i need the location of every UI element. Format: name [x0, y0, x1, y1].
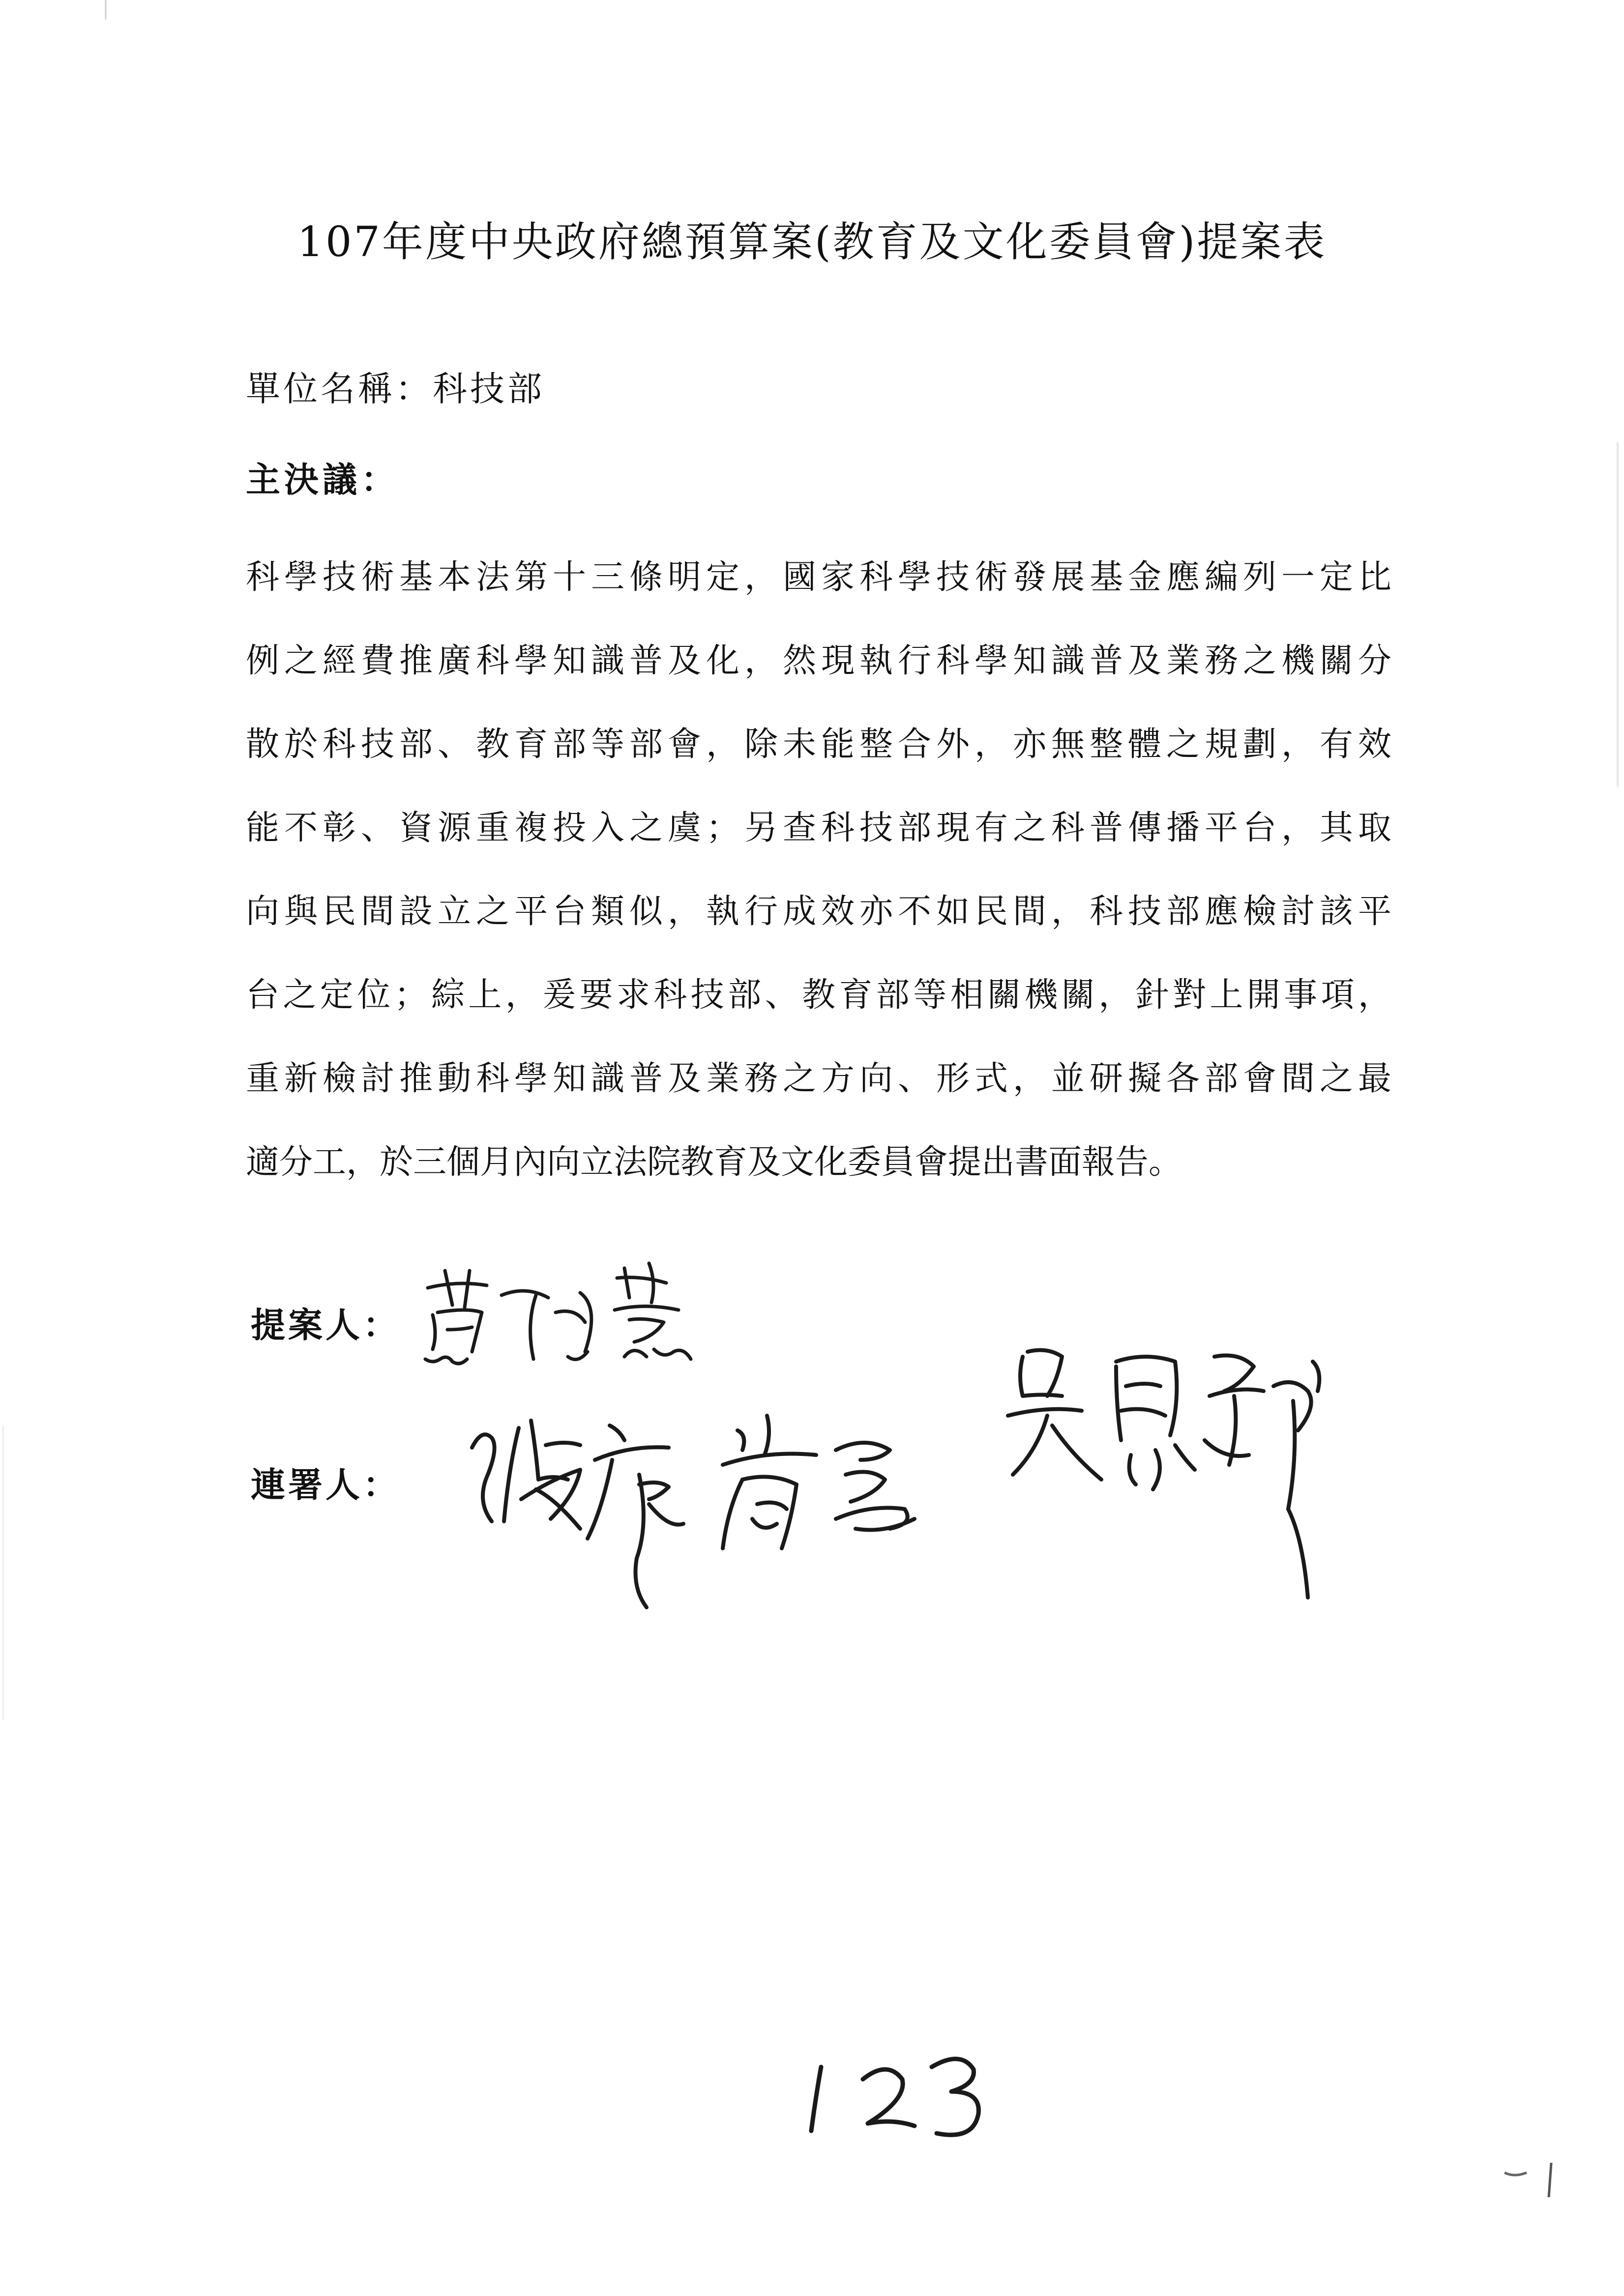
proposer-label: 提案人：	[251, 1305, 400, 1345]
resolution-line: 散於科技部、教育部等部會，除未能整合外，亦無整體之規劃，有效	[246, 725, 1391, 764]
cosigner-label: 連署人：	[251, 1464, 400, 1505]
document-title: 107年度中央政府總預算案(教育及文化委員會)提案表	[297, 218, 1327, 266]
resolution-line: 例之經費推廣科學知識普及化，然現執行科學知識普及業務之機關分	[246, 641, 1391, 680]
resolution-line: 重新檢討推動科學知識普及業務之方向、形式，並研擬各部會間之最	[246, 1059, 1391, 1098]
resolution-line: 適分工，於三個月內向立法院教育及文化委員會提出書面報告。	[246, 1143, 1182, 1182]
resolution-line: 能不彰、資源重複投入之虞；另查科技部現有之科普傳播平台，其取	[246, 809, 1391, 847]
unit-name: 單位名稱：科技部	[246, 369, 545, 409]
resolution-body	[246, 536, 1391, 1204]
resolution-line: 台之定位；綜上，爰要求科技部、教育部等相關機關，針對上開事項，	[246, 976, 1391, 1015]
resolution-line: 科學技術基本法第十三條明定，國家科學技術發展基金應編列一定比	[246, 558, 1391, 597]
main-resolution-label: 主決議：	[246, 459, 399, 500]
page-number-handwritten	[801, 2040, 998, 2143]
cosigner-signature-2	[998, 1342, 1382, 1617]
cosigner-signature-1	[462, 1406, 978, 1652]
resolution-line: 向與民間設立之平台類似，執行成效亦不如民間，科技部應檢討該平	[246, 892, 1391, 931]
proposer-signature	[418, 1258, 713, 1376]
